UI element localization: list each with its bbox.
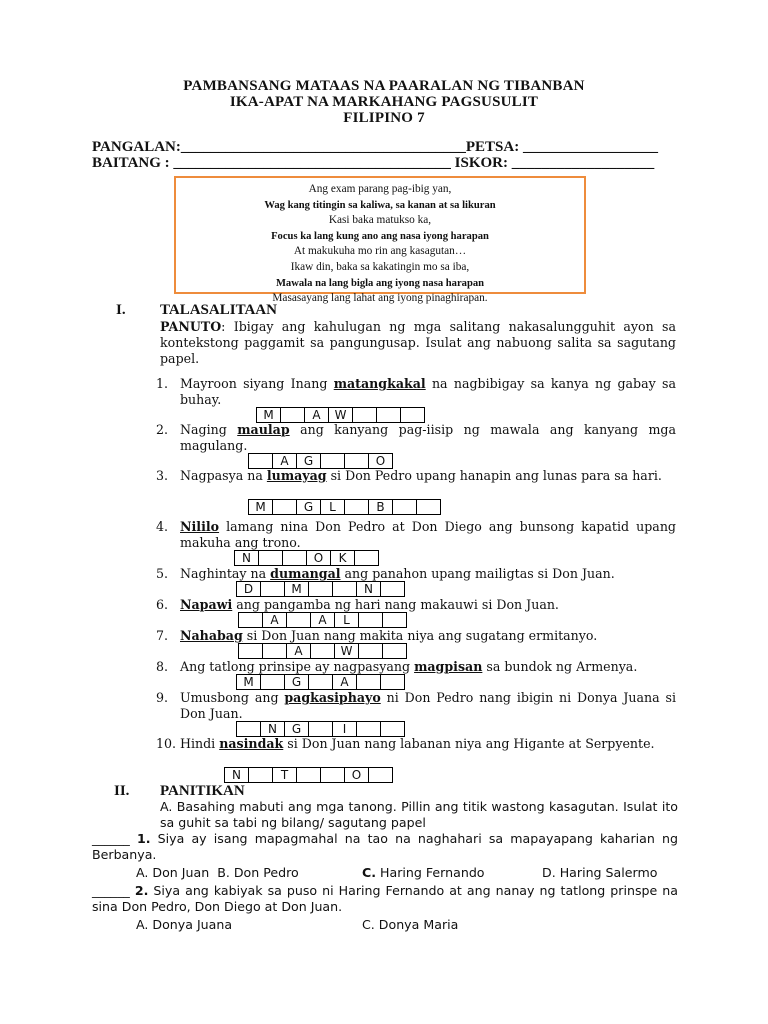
poem-line: Masasayang lang lahat ang iyong pinaghirapan. — [272, 292, 488, 305]
letter-box: G — [296, 453, 321, 469]
vocab-item — [156, 736, 676, 752]
answer-boxes — [224, 767, 393, 783]
vocab-item — [156, 519, 676, 551]
item-sentence — [180, 519, 676, 551]
blank-letter-box[interactable] — [356, 721, 381, 737]
vocab-item — [156, 376, 676, 408]
school-name: PAMBANSANG MATAAS NA PAARALAN NG TIBANBAN — [183, 78, 585, 94]
blank-letter-box[interactable] — [416, 499, 441, 515]
item-number: 8. — [156, 659, 169, 674]
choice-ab: A. Don Juan B. Don Pedro — [136, 865, 299, 880]
letter-box: N — [224, 767, 249, 783]
vocab-item — [156, 659, 676, 675]
letter-box: I — [332, 721, 357, 737]
poem-line: At makukuha mo rin ang kasagutan… — [293, 245, 467, 258]
answer-boxes — [248, 453, 393, 469]
item-number: 4. — [156, 519, 169, 534]
choice-c — [362, 865, 485, 881]
sentence-after: si Don Pedro upang hanapin ang lunas para sa hari. — [326, 468, 662, 483]
letter-box: T — [272, 767, 297, 783]
underlined-word: Nahabag — [180, 628, 243, 643]
letter-box: M — [248, 499, 273, 515]
item-sentence — [180, 468, 676, 484]
letter-box: O — [344, 767, 369, 783]
section1-instructions — [160, 319, 676, 367]
grade-score-line[interactable]: BAITANG : _____________________________________ ISKOR: ___________________ — [92, 155, 655, 171]
underlined-word: Nililo — [180, 519, 220, 534]
vocab-item — [156, 628, 676, 644]
answer-boxes — [236, 674, 405, 690]
question-text: Siya ay isang mapagmahal na tao na naghahari sa mapayapang kaharian ng Berbanya. — [92, 831, 678, 862]
blank-letter-box[interactable] — [286, 612, 311, 628]
section2-title: PANITIKAN — [160, 783, 245, 799]
letter-box: G — [284, 674, 309, 690]
poem-line: Mawala na lang bigla ang iyong nasa harapan — [275, 277, 485, 289]
underlined-word: magpisan — [414, 659, 483, 674]
blank-letter-box[interactable] — [248, 767, 273, 783]
blank-letter-box[interactable] — [332, 581, 357, 597]
blank-letter-box[interactable] — [354, 550, 379, 566]
sentence-after: ang pangamba ng hari nang makauwi si Don Juan. — [232, 597, 559, 612]
item-number: 6. — [156, 597, 169, 612]
choice-c-text: Haring Fernando — [376, 865, 485, 880]
letter-box: B — [368, 499, 393, 515]
underlined-word: dumangal — [270, 566, 341, 581]
answer-blank[interactable]: ______ — [92, 883, 135, 898]
sentence-after: si Don Juan nang makita niya ang sugatang ermitanyo. — [242, 628, 598, 643]
blank-letter-box[interactable] — [236, 721, 261, 737]
answer-boxes — [238, 643, 407, 659]
letter-box: K — [330, 550, 355, 566]
blank-letter-box[interactable] — [380, 581, 405, 597]
letter-box: A — [272, 453, 297, 469]
blank-letter-box[interactable] — [272, 499, 297, 515]
letter-box: G — [284, 721, 309, 737]
choice-a: A. Donya Juana — [136, 917, 233, 932]
underlined-word: nasindak — [219, 736, 284, 751]
answer-boxes — [236, 721, 405, 737]
section2-numeral: II. — [114, 783, 130, 799]
blank-letter-box[interactable] — [368, 767, 393, 783]
letter-box: A — [304, 407, 329, 423]
letter-box: W — [334, 643, 359, 659]
sentence-after: si Don Juan nang labanan niya ang Higante at Serpyente. — [283, 736, 655, 751]
underlined-word: Napawi — [180, 597, 233, 612]
item-sentence — [180, 422, 676, 454]
letter-box: M — [284, 581, 309, 597]
section1-title: TALASALITAAN — [160, 302, 277, 318]
sentence-after: sa bundok ng Armenya. — [482, 659, 638, 674]
letter-box: A — [262, 612, 287, 628]
answer-blank[interactable]: ______ — [92, 831, 137, 846]
vocab-item — [156, 566, 676, 582]
answer-boxes — [234, 550, 379, 566]
item-sentence — [180, 566, 676, 582]
poem-line: Wag kang titingin sa kaliwa, sa kanan at sa likuran — [264, 199, 496, 211]
underlined-word: lumayag — [266, 468, 327, 483]
letter-box: L — [334, 612, 359, 628]
sentence-before: Mayroon siyang Inang — [180, 376, 334, 391]
item-number: 1. — [156, 376, 169, 391]
blank-letter-box[interactable] — [320, 767, 345, 783]
item-number: 2. — [156, 422, 169, 437]
exam-title: IKA-APAT NA MARKAHANG PAGSUSULIT — [229, 94, 539, 110]
item-sentence — [180, 376, 676, 408]
blank-letter-box[interactable] — [382, 643, 407, 659]
item-sentence — [180, 690, 676, 722]
question-2 — [92, 883, 678, 915]
item-number: 3. — [156, 468, 169, 483]
sentence-after: ang kanyang pag-iisip ng mawala ang kanyang mga magulang. — [180, 422, 677, 453]
blank-letter-box[interactable] — [358, 612, 383, 628]
blank-letter-box[interactable] — [258, 550, 283, 566]
poem-line: Focus ka lang kung ano ang nasa iyong harapan — [271, 230, 489, 242]
choice-d: D. Haring Salermo — [542, 865, 658, 880]
item-number: 10. — [156, 736, 177, 751]
sentence-after: ang panahon upang mailigtas si Don Juan. — [340, 566, 615, 581]
letter-box: A — [332, 674, 357, 690]
sentence-before: Ang tatlong prinsipe ay nagpasyang — [180, 659, 415, 674]
blank-letter-box[interactable] — [382, 612, 407, 628]
item-sentence — [180, 736, 676, 752]
blank-letter-box[interactable] — [308, 581, 333, 597]
choice-c: C. Donya Maria — [362, 917, 459, 932]
poem-line: Ang exam parang pag-ibig yan, — [308, 183, 452, 195]
blank-letter-box[interactable] — [320, 453, 345, 469]
letter-box: L — [320, 499, 345, 515]
item-sentence — [180, 597, 676, 613]
item-sentence — [180, 628, 676, 644]
sentence-before: Naging — [180, 422, 238, 437]
poem-line: Ikaw din, baka sa kakatingin mo sa iba, — [290, 260, 470, 273]
letter-box: G — [296, 499, 321, 515]
blank-letter-box[interactable] — [344, 453, 369, 469]
item-sentence — [180, 659, 676, 675]
letter-box: N — [260, 721, 285, 737]
sentence-before: Umusbong ang — [180, 690, 285, 705]
vocab-item — [156, 468, 676, 484]
blank-letter-box[interactable] — [380, 674, 405, 690]
blank-letter-box[interactable] — [308, 721, 333, 737]
blank-letter-box[interactable] — [282, 550, 307, 566]
vocab-item — [156, 597, 676, 613]
question-text: Siya ang kabiyak sa puso ni Haring Fernando at ang nanay ng tatlong prinspe na sina Don Pedro, Don Diego at Don Juan. — [92, 883, 678, 914]
letter-box: M — [256, 407, 281, 423]
letter-box: N — [234, 550, 259, 566]
item-number: 7. — [156, 628, 169, 643]
sentence-before: Hindi — [180, 736, 220, 751]
blank-letter-box[interactable] — [308, 674, 333, 690]
letter-box: W — [328, 407, 353, 423]
blank-letter-box[interactable] — [352, 407, 377, 423]
blank-letter-box[interactable] — [238, 612, 263, 628]
subject-title: FILIPINO 7 — [343, 110, 425, 126]
underlined-word: maulap — [237, 422, 290, 437]
answer-boxes — [238, 612, 407, 628]
letter-box: D — [236, 581, 261, 597]
vocab-item — [156, 422, 676, 454]
poem-box — [174, 176, 586, 305]
item-number: 9. — [156, 690, 169, 705]
question-number: 1. — [136, 831, 151, 846]
answer-boxes — [236, 581, 405, 597]
blank-letter-box[interactable] — [356, 674, 381, 690]
blank-letter-box[interactable] — [262, 643, 287, 659]
blank-letter-box[interactable] — [310, 643, 335, 659]
letter-box: O — [368, 453, 393, 469]
section2-instruction: A. Basahing mabuti ang mga tanong. Pillin ang titik wastong kasagutan. Isulat ito sa guhit sa tabi ng bilang/ sagutang papel — [160, 799, 678, 830]
answer-boxes — [248, 499, 441, 515]
name-date-line[interactable]: PANGALAN:______________________________________PETSA: __________________ — [92, 139, 658, 155]
blank-letter-box[interactable] — [380, 721, 405, 737]
sentence-after: na nagbibigay sa kanya ng gabay sa buhay. — [180, 376, 676, 407]
answer-boxes — [256, 407, 425, 423]
blank-letter-box[interactable] — [376, 407, 401, 423]
sentence-after: lamang nina Don Pedro at Don Diego ang bunsong kapatid upang makuha ang trono. — [180, 519, 676, 550]
panuto-text: : Ibigay ang kahulugan ng mga salitang nakasalungguhit ayon sa kontekstong paggamit sa pangungusap. Isulat ang nabuong salita sa sagutang papel. — [160, 319, 676, 366]
question-1 — [92, 831, 678, 863]
sentence-after: ni Don Pedro nang ibigin ni Donya Juana si Don Juan. — [180, 690, 676, 721]
section1-numeral: I. — [116, 302, 126, 318]
letter-box: A — [310, 612, 335, 628]
blank-letter-box[interactable] — [260, 674, 285, 690]
blank-letter-box[interactable] — [280, 407, 305, 423]
question-number: 2. — [134, 883, 149, 898]
poem-line: Kasi baka matukso ka, — [328, 214, 432, 227]
letter-box: O — [306, 550, 331, 566]
blank-letter-box[interactable] — [296, 767, 321, 783]
blank-letter-box[interactable] — [392, 499, 417, 515]
vocab-item — [156, 690, 676, 722]
blank-letter-box[interactable] — [344, 499, 369, 515]
blank-letter-box[interactable] — [238, 643, 263, 659]
underlined-word: matangkakal — [333, 376, 426, 391]
blank-letter-box[interactable] — [358, 643, 383, 659]
blank-letter-box[interactable] — [400, 407, 425, 423]
choice-c-letter: C. — [362, 865, 377, 880]
sentence-before: Nagpasya na — [180, 468, 267, 483]
letter-box: M — [236, 674, 261, 690]
sentence-before: Naghintay na — [180, 566, 271, 581]
letter-box: N — [356, 581, 381, 597]
letter-box: A — [286, 643, 311, 659]
blank-letter-box[interactable] — [260, 581, 285, 597]
blank-letter-box[interactable] — [248, 453, 273, 469]
panuto-label: PANUTO — [160, 319, 222, 334]
item-number: 5. — [156, 566, 169, 581]
underlined-word: pagkasiphayo — [284, 690, 381, 705]
